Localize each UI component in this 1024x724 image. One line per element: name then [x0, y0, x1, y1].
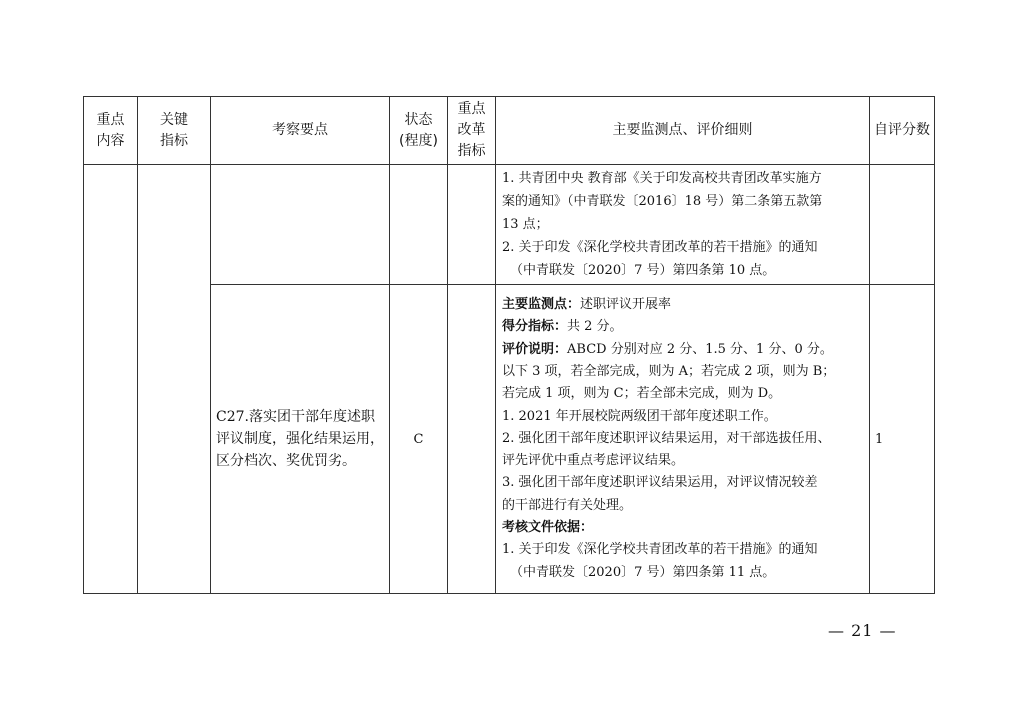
header-reform-line3: 指标	[457, 143, 486, 159]
monitor-text	[502, 294, 863, 584]
header-status	[390, 97, 448, 165]
header-key-content-line2: 内容	[96, 132, 125, 149]
cell-status	[390, 165, 448, 285]
header-key-indicator	[138, 97, 211, 165]
eval-value: ABCD 分别对应 2 分、1.5 分、1 分、0 分。	[567, 341, 833, 357]
header-reform-line1: 重点	[457, 101, 486, 117]
cell-points	[211, 285, 390, 594]
cell-status: C	[390, 285, 448, 594]
score-value: 共 2 分。	[567, 319, 623, 335]
points-line: 区分档次、奖优罚劣。	[216, 453, 356, 469]
monitor-line: 的干部进行有关处理。	[502, 497, 633, 513]
monitor-line: 案的通知》（中青联发〔2016〕18 号）第二条第五款第	[502, 194, 823, 209]
score-label: 得分指标：	[502, 319, 568, 335]
monitor-line	[502, 316, 863, 338]
header-reform-line2: 改革	[457, 122, 486, 138]
monitor-point-value: 述职评议开展率	[580, 297, 672, 313]
monitor-line: 评先评优中重点考虑评议结果。	[502, 453, 685, 469]
monitor-text	[502, 167, 863, 282]
monitor-line	[502, 294, 863, 316]
cell-key-indicator	[138, 165, 211, 594]
monitor-line: 2. 关于印发《深化学校共青团改革的若干措施》的通知	[502, 240, 818, 255]
page-number: — 21 —	[828, 621, 897, 640]
cell-reform	[448, 285, 496, 594]
table-row	[84, 285, 935, 594]
header-monitor: 主要监测点、评价细则	[496, 97, 870, 165]
table-row	[84, 165, 935, 285]
header-key-content-line1: 重点	[96, 111, 125, 128]
cell-monitor	[496, 165, 870, 285]
cell-points	[211, 165, 390, 285]
monitor-line: 13 点；	[502, 217, 549, 232]
cell-reform	[448, 165, 496, 285]
points-line: 评议制度，强化结果运用，	[216, 431, 384, 447]
header-key-content	[84, 97, 138, 165]
header-key-indicator-line2: 指标	[160, 132, 188, 149]
monitor-line: 以下 3 项，若全部完成，则为 A；若完成 2 项，则为 B；	[502, 363, 836, 379]
monitor-line: 1. 关于印发《深化学校共青团改革的若干措施》的通知	[502, 542, 818, 558]
eval-label: 评价说明：	[502, 341, 568, 357]
header-row	[84, 97, 935, 165]
monitor-line: 1. 共青团中央 教育部《关于印发高校共青团改革实施方	[502, 171, 822, 186]
header-points: 考察要点	[211, 97, 390, 165]
basis-label: 考核文件依据：	[502, 520, 594, 536]
monitor-point-label: 主要监测点：	[502, 297, 581, 313]
monitor-line: 3. 强化团干部年度述职评议结果运用，对评议情况较差	[502, 475, 818, 491]
monitor-line: 若完成 1 项，则为 C；若全部未完成，则为 D。	[502, 386, 782, 402]
monitor-line: （中青联发〔2020〕7 号）第四条第 10 点。	[510, 263, 776, 278]
header-reform	[448, 97, 496, 165]
header-status-line1: 状态	[404, 111, 433, 128]
cell-key-content	[84, 165, 138, 594]
cell-monitor	[496, 285, 870, 594]
cell-self-score: 1	[870, 285, 935, 594]
evaluation-table	[83, 96, 935, 594]
header-self-score: 自评分数	[870, 97, 935, 165]
monitor-line: 1. 2021 年开展校院两级团干部年度述职工作。	[502, 408, 777, 424]
header-status-line2: (程度)	[399, 132, 438, 149]
monitor-line	[502, 339, 863, 361]
monitor-line: （中青联发〔2020〕7 号）第四条第 11 点。	[510, 564, 776, 580]
header-key-indicator-line1: 关键	[160, 111, 188, 128]
points-line: C27.落实团干部年度述职	[216, 409, 375, 425]
cell-self-score	[870, 165, 935, 285]
monitor-line: 2. 强化团干部年度述职评议结果运用，对干部选拔任用、	[502, 430, 831, 446]
